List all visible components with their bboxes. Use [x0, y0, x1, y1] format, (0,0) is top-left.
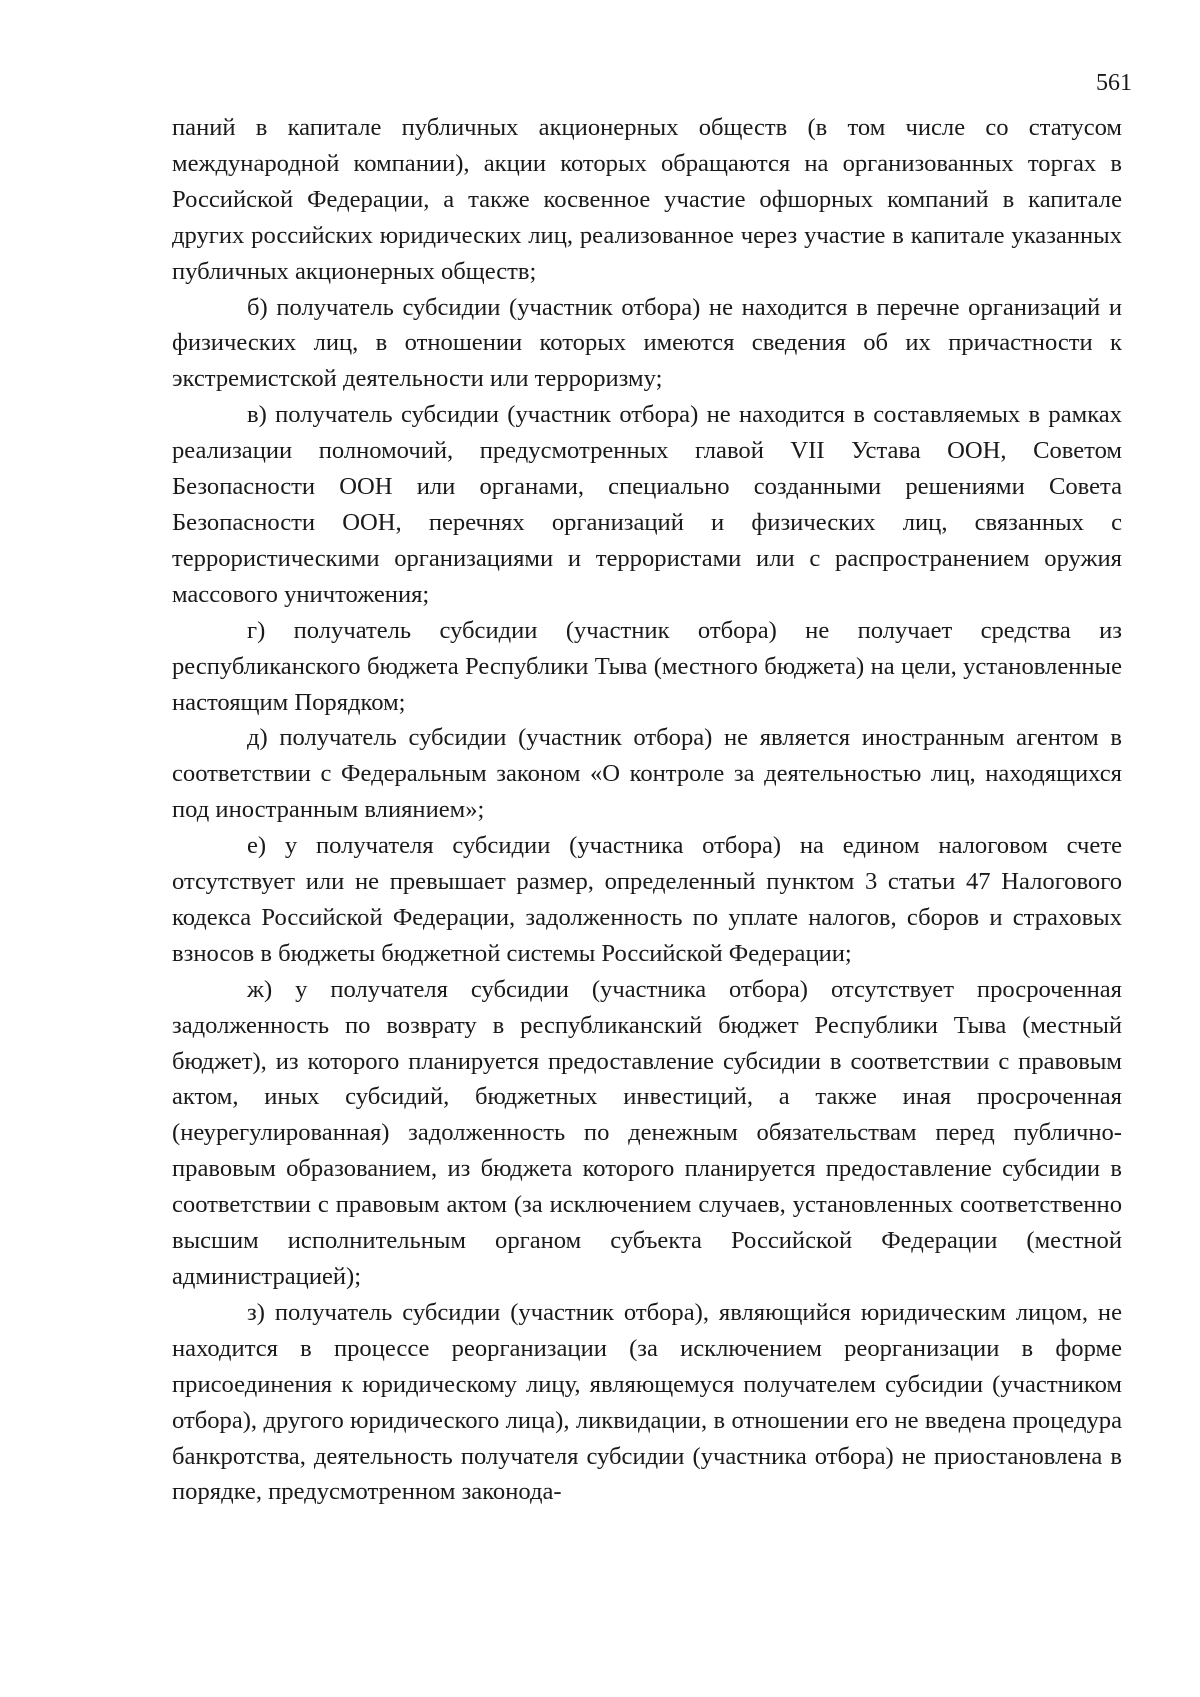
page-number: 561 — [1096, 70, 1132, 96]
paragraph-item-z: з) получатель субсидии (участник отбора), являющийся юридическим лицом, не находится в процессе реорганизации (за исключением реорганизации в форме присоединения к юридическому лицу, являющемуся получателем субсидии (участником отбора), другого юридического лица), ликвидации, в отношении его не введена процедура банкротства, деятельность получателя субсидии (участника отбора) не приостановлена в порядке, предусмотренном законода- — [172, 1298, 1122, 1506]
paragraph-item-g: г) получатель субсидии (участник отбора) не получает средства из республиканского бюджета Республики Тыва (местного бюджета) на цели, установленные настоящим Порядком; — [172, 616, 1122, 716]
paragraph-item-zh: ж) у получателя субсидии (участника отбора) отсутствует просроченная задолженность по возврату в республиканский бюджет Республики Тыва (местный бюджет), из которого планируется предоставление субсидии в соответствии с правовым актом, иных субсидий, бюджетных инвестиций, а также иная просроченная (неурегулированная) задолженность по денежным обязательствам перед публично-правовым образованием, из бюджета которого планируется предоставление субсидии в соответствии с правовым актом (за исключением случаев, установленных соответственно высшим исполнительным органом субъекта Российской Федерации (местной администрацией); — [172, 975, 1122, 1290]
body-text — [172, 110, 1122, 1510]
paragraph-item-b: б) получатель субсидии (участник отбора) не находится в перечне организаций и физических лиц, в отношении которых имеются сведения об их причастности к экстремистской деятельности или терроризму; — [172, 293, 1122, 393]
paragraph-item-v: в) получатель субсидии (участник отбора) не находится в составляемых в рамках реализации полномочий, предусмотренных главой VII Устава ООН, Советом Безопасности ООН или органами, специально созданными решениями Совета Безопасности ООН, перечнях организаций и физических лиц, связанных с террористическими организациями и террористами или с распространением оружия массового уничтожения; — [172, 401, 1122, 608]
paragraph-item-d: д) получатель субсидии (участник отбора) не является иностранным агентом в соответствии с Федеральным законом «О контроле за деятельностью лиц, находящихся под иностранным влиянием»; — [172, 724, 1122, 824]
paragraph-item-e: е) у получателя субсидии (участника отбора) на едином налоговом счете отсутствует или не превышает размер, определенный пунктом 3 статьи 47 Налогового кодекса Российской Федерации, задолженность по уплате налогов, сборов и страховых взносов в бюджеты бюджетной системы Российской Федерации; — [172, 832, 1122, 967]
paragraph-continuation: паний в капитале публичных акционерных обществ (в том числе со статусом международной компании), акции которых обращаются на организованных торгах в Российской Федерации, а также косвенное участие офшорных компаний в капитале других российских юридических лиц, реализованное через участие в капитале указанных публичных акционерных обществ; — [172, 114, 1122, 285]
